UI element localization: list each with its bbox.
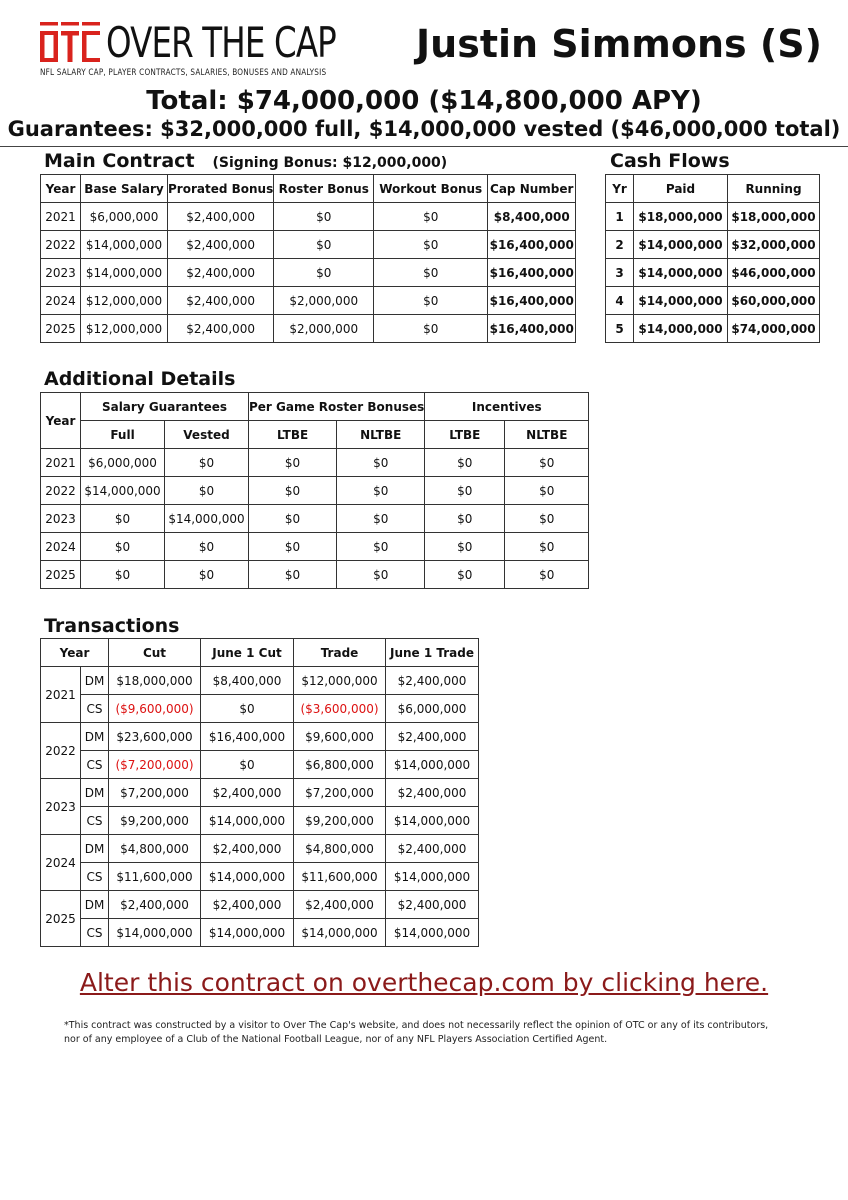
table-cell: $6,000,000 [386,695,479,723]
main-contract-header: Year [41,175,81,203]
main-contract-header: Prorated Bonus [168,175,274,203]
year-cell: 2021 [41,667,81,723]
main-contract-header: Roster Bonus [274,175,374,203]
row-type-cell: CS [81,919,109,947]
row-type-cell: DM [81,667,109,695]
table-cell: $14,000,000 [634,259,728,287]
table-cell: ($9,600,000) [109,695,201,723]
table-cell: $16,400,000 [488,231,576,259]
table-cell: $16,400,000 [488,315,576,343]
table-row [41,891,479,919]
main-contract-table [40,174,576,343]
year-cell: 2021 [41,203,81,231]
year-cell: 2023 [41,779,81,835]
row-type-cell: CS [81,807,109,835]
table-cell: $18,000,000 [728,203,820,231]
table-row [606,259,820,287]
table-row [41,919,479,947]
transactions-header: Trade [294,639,386,667]
player-name: Justin Simmons (S) [416,22,822,66]
year-cell: 1 [606,203,634,231]
signing-bonus-label: (Signing Bonus: $12,000,000) [212,155,448,171]
table-cell: $7,200,000 [294,779,386,807]
disclaimer-text: *This contract was constructed by a visitor to Over The Cap's website, and does not necessarily reflect the opinion of OTC or any of its contributors, nor of any employee of a Club of the National Football League, nor of any NFL Players Association Certified Agent. [64,1020,769,1045]
table-cell: $14,000,000 [201,863,294,891]
year-cell: 2 [606,231,634,259]
table-cell: $12,000,000 [81,315,168,343]
table-cell: $0 [249,449,337,477]
row-type-cell: CS [81,751,109,779]
table-cell: $0 [249,477,337,505]
table-cell: $0 [425,449,505,477]
table-cell: $2,400,000 [294,891,386,919]
transactions-header: June 1 Cut [201,639,294,667]
table-cell: $2,400,000 [168,259,274,287]
table-row [41,315,576,343]
table-cell: $7,200,000 [109,779,201,807]
table-cell: $14,000,000 [634,231,728,259]
table-cell: $2,400,000 [201,779,294,807]
table-cell: $2,000,000 [274,315,374,343]
table-row [606,315,820,343]
details-subheader: NLTBE [337,421,425,449]
table-cell: $2,400,000 [168,231,274,259]
year-cell: 2025 [41,315,81,343]
table-row [41,203,576,231]
table-cell: $14,000,000 [294,919,386,947]
table-cell: $0 [505,505,589,533]
table-cell: $0 [374,287,488,315]
table-cell: $14,000,000 [165,505,249,533]
table-cell: $2,400,000 [386,667,479,695]
cash-flows-title: Cash Flows [610,150,730,172]
table-cell: $0 [425,477,505,505]
main-contract-header: Base Salary [81,175,168,203]
table-row [41,231,576,259]
table-cell: $0 [337,533,425,561]
table-row [41,779,479,807]
table-cell: $14,000,000 [81,477,165,505]
table-cell: $16,400,000 [488,259,576,287]
table-cell: $46,000,000 [728,259,820,287]
row-type-cell: DM [81,779,109,807]
table-row [41,505,589,533]
table-cell: $0 [274,203,374,231]
table-cell: $14,000,000 [109,919,201,947]
transactions-title: Transactions [44,615,180,637]
table-cell: $14,000,000 [634,287,728,315]
main-contract-header: Cap Number [488,175,576,203]
table-row [41,667,479,695]
table-cell: $0 [374,315,488,343]
table-row [41,287,576,315]
otc-logo-mark [40,22,102,62]
table-row [41,449,589,477]
table-cell: $0 [81,505,165,533]
table-cell: $0 [374,203,488,231]
details-subheader: LTBE [425,421,505,449]
table-row [41,835,479,863]
table-cell: $2,400,000 [386,835,479,863]
table-cell: $0 [81,561,165,589]
table-cell: $0 [201,695,294,723]
contract-total: Total: $74,000,000 ($14,800,000 APY) [146,86,702,116]
table-cell: $18,000,000 [634,203,728,231]
table-cell: $6,000,000 [81,203,168,231]
transactions-header: Year [41,639,109,667]
table-cell: ($7,200,000) [109,751,201,779]
site-name: OVER THE CAP [106,18,336,67]
year-cell: 2022 [41,477,81,505]
table-cell: $14,000,000 [386,919,479,947]
table-cell: $9,600,000 [294,723,386,751]
table-cell: $2,400,000 [109,891,201,919]
table-cell: $0 [425,561,505,589]
year-cell: 2022 [41,231,81,259]
main-contract-title: Main Contract [44,150,195,172]
table-row [41,259,576,287]
table-cell: $14,000,000 [81,231,168,259]
table-cell: $2,400,000 [201,891,294,919]
table-cell: $14,000,000 [386,863,479,891]
cash-flows-header: Yr [606,175,634,203]
table-cell: $14,000,000 [81,259,168,287]
table-cell: $8,400,000 [488,203,576,231]
table-cell: $2,400,000 [386,723,479,751]
table-cell: $0 [81,533,165,561]
table-cell: $0 [505,561,589,589]
row-type-cell: CS [81,695,109,723]
table-cell: $14,000,000 [201,807,294,835]
year-cell: 2022 [41,723,81,779]
table-cell: $8,400,000 [201,667,294,695]
table-cell: $11,600,000 [109,863,201,891]
year-cell: 2024 [41,835,81,891]
table-row [41,751,479,779]
main-contract-heading [44,150,447,172]
table-cell: $0 [374,259,488,287]
table-row [41,807,479,835]
row-type-cell: CS [81,863,109,891]
table-row [606,203,820,231]
table-cell: $0 [337,449,425,477]
table-cell: $0 [249,561,337,589]
table-cell: $0 [337,561,425,589]
table-cell: $9,200,000 [109,807,201,835]
year-cell: 3 [606,259,634,287]
table-cell: $0 [165,449,249,477]
table-cell: $2,400,000 [168,203,274,231]
details-subheader: NLTBE [505,421,589,449]
table-cell: $2,400,000 [386,779,479,807]
row-type-cell: DM [81,891,109,919]
table-cell: $0 [165,477,249,505]
table-cell: $2,400,000 [201,835,294,863]
table-cell: $0 [374,231,488,259]
table-row [41,477,589,505]
table-cell: $2,400,000 [168,287,274,315]
table-cell: $0 [425,505,505,533]
details-subheader: LTBE [249,421,337,449]
details-group-header: Per Game Roster Bonuses [249,393,425,421]
table-row [41,695,479,723]
details-group-header: Salary Guarantees [81,393,249,421]
year-cell: 5 [606,315,634,343]
table-cell: $4,800,000 [109,835,201,863]
year-cell: 4 [606,287,634,315]
table-row [41,863,479,891]
year-cell: 2023 [41,259,81,287]
year-cell: 2025 [41,891,81,947]
table-cell: $4,800,000 [294,835,386,863]
table-cell: $6,000,000 [81,449,165,477]
transactions-header: Cut [109,639,201,667]
year-cell: 2024 [41,533,81,561]
main-contract-header: Workout Bonus [374,175,488,203]
year-cell: 2025 [41,561,81,589]
cash-flows-table [605,174,820,343]
table-cell: $12,000,000 [294,667,386,695]
site-logo[interactable] [40,20,340,82]
details-year-header: Year [41,393,81,449]
additional-details-table [40,392,589,589]
table-cell: $2,000,000 [274,287,374,315]
table-cell: $2,400,000 [386,891,479,919]
table-cell: $0 [425,533,505,561]
table-cell: $14,000,000 [201,919,294,947]
table-cell: ($3,600,000) [294,695,386,723]
transactions-header: June 1 Trade [386,639,479,667]
site-tagline: NFL SALARY CAP, PLAYER CONTRACTS, SALARIES, BONUSES AND ANALYSIS [40,68,327,78]
table-row [41,723,479,751]
table-cell: $0 [274,231,374,259]
table-cell: $74,000,000 [728,315,820,343]
table-cell: $0 [505,477,589,505]
cash-flows-header: Running [728,175,820,203]
contract-guarantees: Guarantees: $32,000,000 full, $14,000,000 vested ($46,000,000 total) [7,117,841,141]
details-subheader: Vested [165,421,249,449]
table-cell: $0 [249,533,337,561]
table-row [606,231,820,259]
table-cell: $2,400,000 [168,315,274,343]
table-cell: $0 [165,533,249,561]
table-cell: $0 [274,259,374,287]
table-cell: $0 [337,477,425,505]
table-cell: $14,000,000 [386,807,479,835]
table-cell: $18,000,000 [109,667,201,695]
table-cell: $14,000,000 [386,751,479,779]
table-cell: $9,200,000 [294,807,386,835]
details-group-header: Incentives [425,393,589,421]
year-cell: 2024 [41,287,81,315]
table-cell: $16,400,000 [201,723,294,751]
table-row [41,561,589,589]
header-divider [0,146,848,147]
row-type-cell: DM [81,723,109,751]
row-type-cell: DM [81,835,109,863]
table-cell: $60,000,000 [728,287,820,315]
table-row [41,533,589,561]
year-cell: 2023 [41,505,81,533]
additional-details-title: Additional Details [44,368,236,390]
table-cell: $32,000,000 [728,231,820,259]
table-cell: $0 [505,449,589,477]
table-cell: $14,000,000 [634,315,728,343]
cash-flows-header: Paid [634,175,728,203]
year-cell: 2021 [41,449,81,477]
table-cell: $6,800,000 [294,751,386,779]
table-cell: $0 [201,751,294,779]
table-cell: $16,400,000 [488,287,576,315]
details-subheader: Full [81,421,165,449]
table-cell: $0 [505,533,589,561]
table-cell: $12,000,000 [81,287,168,315]
transactions-table [40,638,479,947]
table-cell: $0 [165,561,249,589]
alter-contract-link[interactable]: Alter this contract on overthecap.com by clicking here. [79,968,769,997]
table-cell: $23,600,000 [109,723,201,751]
table-cell: $11,600,000 [294,863,386,891]
table-row [606,287,820,315]
table-cell: $0 [249,505,337,533]
table-cell: $0 [337,505,425,533]
